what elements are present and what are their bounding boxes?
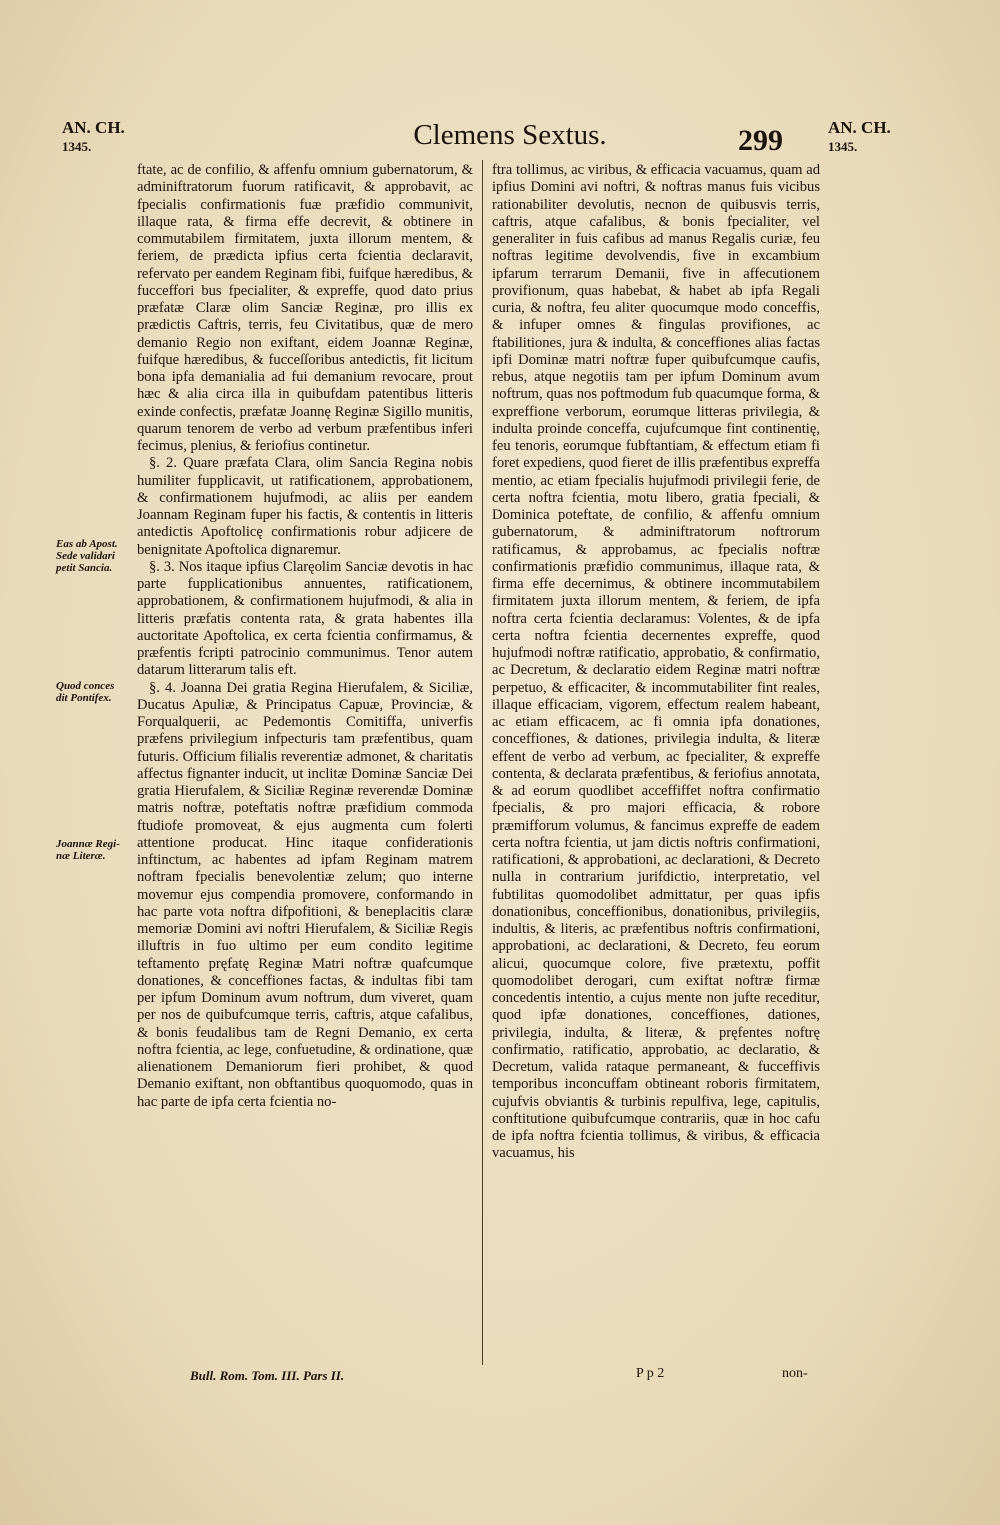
footer-reference: Bull. Rom. Tom. III. Pars II. [190,1368,345,1383]
running-head-right-label: AN. CH. [828,118,891,137]
running-head-left-label: AN. CH. [62,118,125,137]
paragraph: ftate, ac de confilio, & affenfu omnium gubernatorum, & adminiftratorum fuorum ratificavit, & approbavit, ac fpecialis confirmationis fuæ præfidio communivit, illaque rata, & firma effe decrevit, & obtinere in commutabilem firmitatem, juxta illorum mentem, & feriem, de prædicta ipfius certa fcientia declaravit, refervato per eandem Reginam fibi, fuifque hæredibus, & fucceffori bus fpecialiter, & expreffe, quod dato prius præfatæ Claræ olim Sanciæ Reginæ, pro illis ex prædictis Caftris, terris, feu Civitatibus, quæ de mero demanio Regio non exiftant, eidem Joannæ Reginæ, fuifque hæredibus, & fucceſſoribus antedictis, fit licitum bona ipfa demanialia ad fui demanium revocare, prout hæc & alia circa illa in quibufdam patentibus litteris exinde confectis, præfatæ Joannę Reginæ Sigillo munitis, quarum tenorem de verbo ad verbum præfentibus inferi fecimus, plenius, & feriofius continetur. [137,162,473,454]
running-head-left-year: 1345. [62,139,92,154]
paragraph: ftra tollimus, ac viribus, & efficacia vacuamus, quam ad ipfius Domini avi noftri, & noftras manus fuis vicibus rationabiliter devolutis, necnon de quibusvis terris, caftris, atque cafalibus, & bonis fpecialiter, vel generaliter in fuis cafibus ad manus Regalis curiæ, feu noftras legitime devolvendis, five in excambium ipfarum terrarum Demanii, five in affecutionem provifionum, quas habebat, & habet ab ipfa Regali curia, & noftra, feu aliter quocumque modo conceffis, & infuper omnes & fingulas provifiones, ac ftabilitiones, jura & indulta, & conceffiones alias factas ipfi Dominæ matri noftræ fuper quibufcumque caufis, rebus, atque negotiis tam per ipfum Dominum avum noftrum, quas nos poftmodum fub quacumque forma, & expreffione verborum, eorumque litteras privilegia, & indulta proinde conceffa, cujufcumque fint continentię, feu tenoris, eorumque fubftantiam, & effectum etiam fi foret expediens, quod fieret de illis præfentibus expreffa mentio, ac etiam fpecialis hujufmodi privilegii ferie, de certa noftra fcientia, motu libero, gratia fpeciali, & Dominica poteftate, de confilio, & affenfu omnium gubernatorum, & adminiftratorum noftrorum ratificamus, & approbamus, ac fpecialis noftræ confirmationis præfidio communimus, illaque rata, & firma effe decernimus, & obtinere incommutabilem firmitatem juxta illorum mentem, & feriem, de ipfa noftra certa fcientia declaramus: Volentes, & de ipfa certa noftra fcientia decernentes expreffe, quod hujufmodi noftræ ratificatio, approbatio, & confirmatio, ac Decretum, & declaratio eidem Reginæ matri noftræ perpetuo, & efficaciter, & incommutabiliter fint reales, illaque efficaciam, vigorem, effectum realem habeant, ac etiam efficacem, ac fi omnia ipfa donationes, conceffiones, & dationes, privilegia indulta, & literæ effent de verbo ad verbum, ac fpecialiter, & expreffe contenta, & declarata præfentibus, & feriofius annotata, & ad eorum quodlibet acceffiffet noftra confirmatio fpecialis, & pro majori efficacia, & robore præmifforum volumus, & fancimus expreffe de eadem certa noftra fcientia, ut jam dictis noftris confirmationi, ratificationi, & approbationi, ac declarationi, & Decreto nulla in contrarium jurifdictio, interpretatio, vel fubtilitas quomodolibet admittatur, per quas ipfis donationibus, conceffionibus, donationibus, privilegiis, indultis, & literis, ac præfentibus noftris confirmationi, approbationi, ac declarationi, & Decreto, feu eorum alicui, quocumque colore, five prætextu, poffit quomodolibet derogari, cum exiftat noftræ firmæ concedentis intentio, a cujus mente non jufte receditur, quod ipfæ donationes, conceffiones, dationes, privilegia, indulta, & literæ, & pręfentes noftrę confirmatio, ratificatio, approbatio, ac declaratio, & Decretum, valida rataque permaneant, & fucceffivis temporibus inconcuffam obtineant roboris firmitatem, cujufvis obviantis & turbinis repulfiva, lege, capitulis, conftitutione quibufcumque contrariis, quæ in hoc cafu de ipfa noftra fcientia tollimus, & viribus, & efficacia vacuamus, his [492,162,820,1162]
margin-note-line: Eas ab Apost. [56,538,118,550]
section-4: §. 4. Joanna Dei gratia Regina Hierufalem, & Siciliæ, Ducatus Apuliæ, & Principatus Capuæ, Provinciæ, & Forqualquerii, ac Pedemontis Comitiffa, univerfis præfens privilegium infpecturis tam præfentibus, quam futuris. Officium filialis reverentiæ admonet, & charitatis affectus fignanter inducit, ut inclitæ Dominæ Sanciæ Dei gratia Hierufalem, & Siciliæ Reginæ reverendæ Dominæ matris noftræ, poteftatis noftræ præfidium commoda ftudiofe promoveat, & ejus augmenta cum folerti attentione producat. Hinc itaque confiderationis inftinctum, ac habentes ad ipfam Reginam matrem noftram fpecialis benevolentiæ zelum; quo interne movemur ejus compendia promovere, conformando in hac parte vota noftra difpofitioni, & beneplacitis claræ memoriæ Domini avi noftri Hierufalem, & Siciliæ Regis illuftris in fuo ultimo per eum condito legitime teftamento pręfatę Reginæ Matri noftræ quafcumque donationes, & conceffiones factas, & indultas fibi tam per ipfum Dominum avum noftrum, dum viveret, quam per nos de quibufcumque terris, caftris, atque cafalibus, & bonis feudalibus tam de Regni Demanio, ex certa noftra fcientia, ac lege, confuetudine, & ordinatione, quæ alienationem Demaniorum fieri prohibet, & quod Demanio exiftant, non obftantibus quoquomodo, quas in hac parte de ipfa certa fcientia no- [137,679,473,1110]
running-head-left [62,118,125,156]
margin-note-line: Sede validari [56,550,115,562]
left-column [137,162,473,1111]
catchword: non- [782,1366,808,1381]
right-column [492,162,820,1163]
margin-note-line: petit Sancia. [56,562,113,574]
section-2: §. 2. Quare præfata Clara, olim Sancia Regina nobis humiliter fupplicavit, ut ratificationem, approbationem, & confirmationem hujufmodi, ac aliis per eandem Joannam Reginam fuper his factis, & contentis in litteris antedictis Apoftolicę confirmationis robur adjicere de benignitate Apoftolica dignaremur. [137,455,473,558]
signature-mark: P p 2 [636,1366,665,1381]
section-3: §. 3. Nos itaque ipfius Claręolim Sanciæ devotis in hac parte fupplicationibus annuentes, ratificationem, approbationem, & confirmationem hujufmodi, & alia in litteris præfatis contenta rata, & grata habentes illa auctoritate Apoftolica, ex certa fcientia confirmamus, & præfentis fcripti patrocinio communimus. Tenor autem datarum litterarum talis eft. [137,558,473,679]
column-divider [482,160,483,1365]
margin-note-line: Joannæ Regi- [56,838,120,850]
margin-note-line: Quod conces [56,680,115,692]
margin-note-2 [56,680,136,704]
running-head-right [828,118,891,156]
running-head-right-year: 1345. [828,139,858,154]
margin-note-1 [56,538,136,574]
margin-note-line: dit Pontifex. [56,692,112,704]
page-title: Clemens Sextus. [413,119,607,151]
page-number: 299 [738,124,783,157]
margin-note-3 [56,838,136,862]
margin-note-line: næ Literæ. [56,850,106,862]
